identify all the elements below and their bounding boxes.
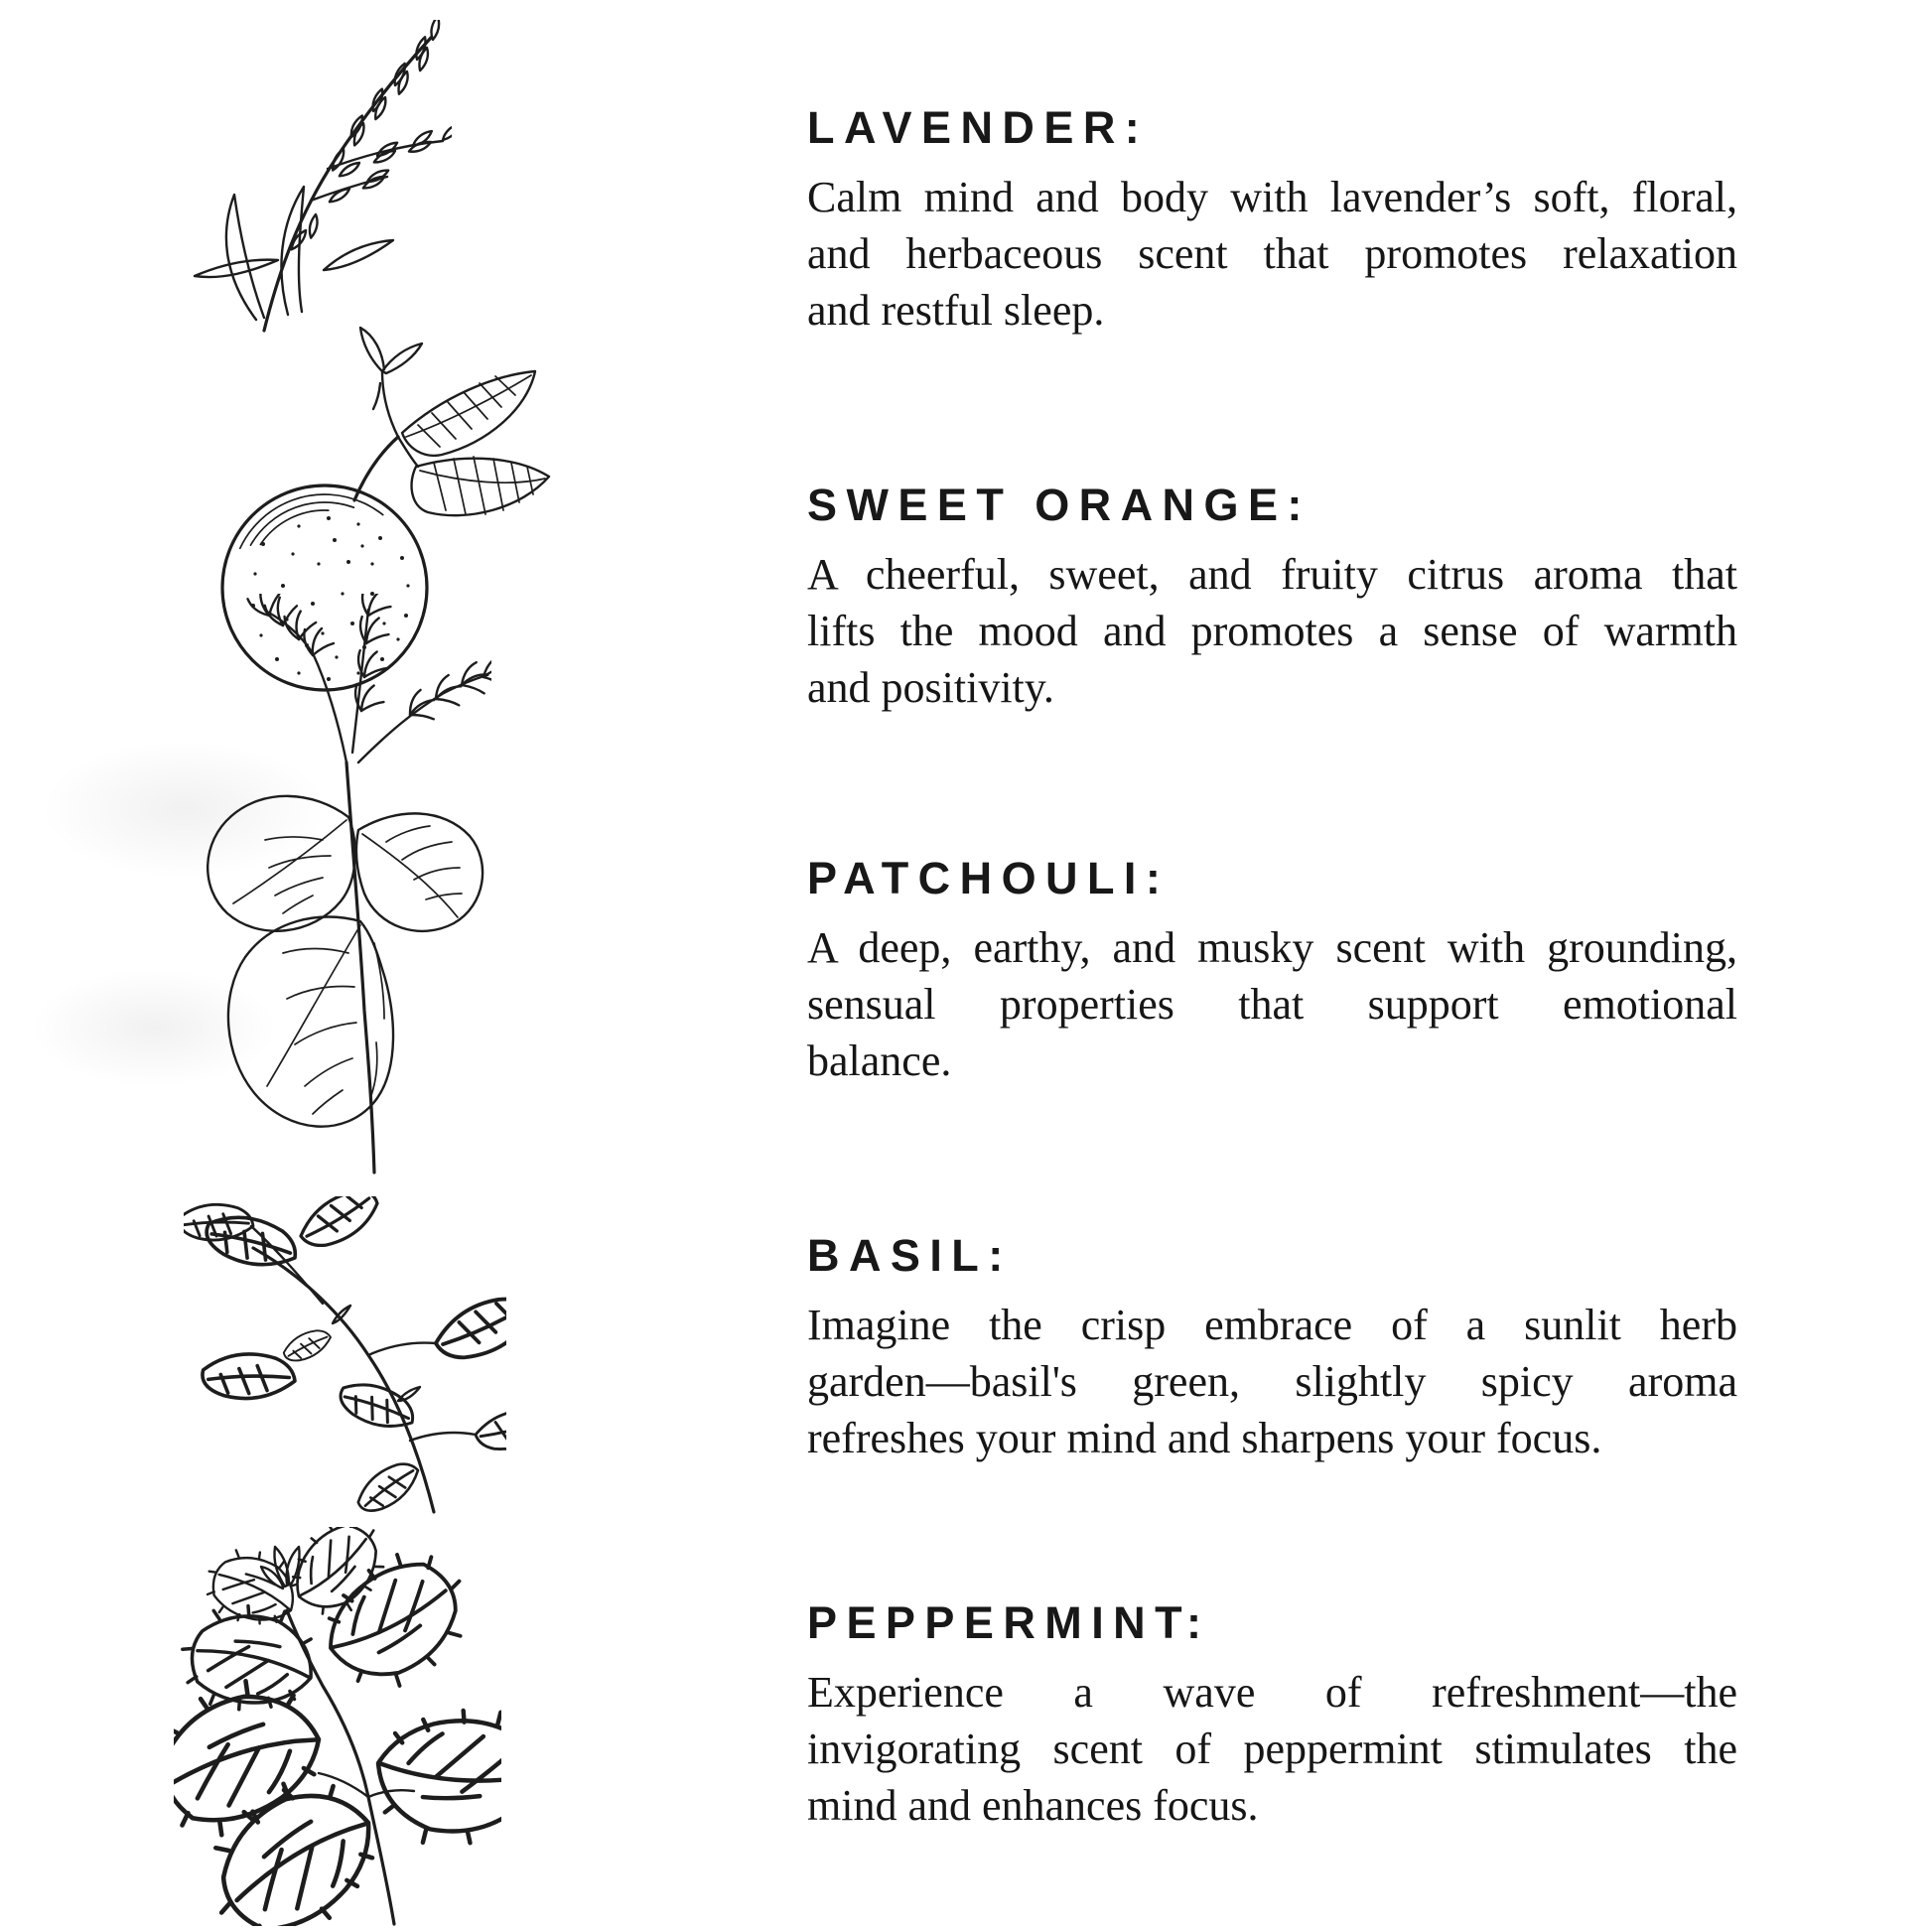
section-heading-basil: BASIL: <box>807 1230 1013 1281</box>
body-line: A cheerful, sweet, and fruity citrus aroma that <box>807 549 1737 599</box>
patchouli-leaves-and-flower-spikes-illustration <box>164 594 491 1174</box>
section-heading-lavender: LAVENDER: <box>807 102 1150 153</box>
body-line: mind and enhances focus. <box>807 1780 1259 1830</box>
section-body <box>807 1297 1737 1466</box>
section-heading-peppermint: PEPPERMINT: <box>807 1597 1211 1648</box>
body-line: Calm mind and body with lavender’s soft, floral, <box>807 172 1737 221</box>
section-body <box>807 919 1737 1089</box>
body-line: sensual properties that support emotional <box>807 979 1737 1029</box>
section-heading-sweet-orange: SWEET ORANGE: <box>807 480 1311 530</box>
peppermint-sprig-illustration <box>174 1527 501 1926</box>
body-line: and herbaceous scent that promotes relaxation <box>807 228 1737 278</box>
scent-section-sweet-orange <box>807 481 1737 716</box>
body-line: and restful sleep. <box>807 285 1105 335</box>
section-body <box>807 169 1737 339</box>
basil-sprig-illustration <box>184 1196 506 1514</box>
scent-section-peppermint <box>807 1598 1737 1834</box>
section-heading-patchouli: PATCHOULI: <box>807 853 1171 903</box>
section-body <box>807 1664 1737 1834</box>
body-line: invigorating scent of peppermint stimulates the <box>807 1724 1737 1773</box>
body-line: A deep, earthy, and musky scent with grounding, <box>807 922 1737 972</box>
scent-section-lavender <box>807 103 1737 339</box>
scent-section-patchouli <box>807 854 1737 1089</box>
body-line: lifts the mood and promotes a sense of warmth <box>807 606 1737 655</box>
body-line: Imagine the crisp embrace of a sunlit herb <box>807 1300 1737 1349</box>
scent-section-basil <box>807 1231 1737 1466</box>
body-line: refreshes your mind and sharpens your focus. <box>807 1413 1602 1462</box>
section-body <box>807 546 1737 716</box>
lavender-sprig-illustration <box>139 20 452 333</box>
body-line: and positivity. <box>807 662 1054 712</box>
body-line: garden—basil's green, slightly spicy aroma <box>807 1356 1737 1406</box>
body-line: balance. <box>807 1035 952 1085</box>
body-line: Experience a wave of refreshment—the <box>807 1667 1737 1717</box>
